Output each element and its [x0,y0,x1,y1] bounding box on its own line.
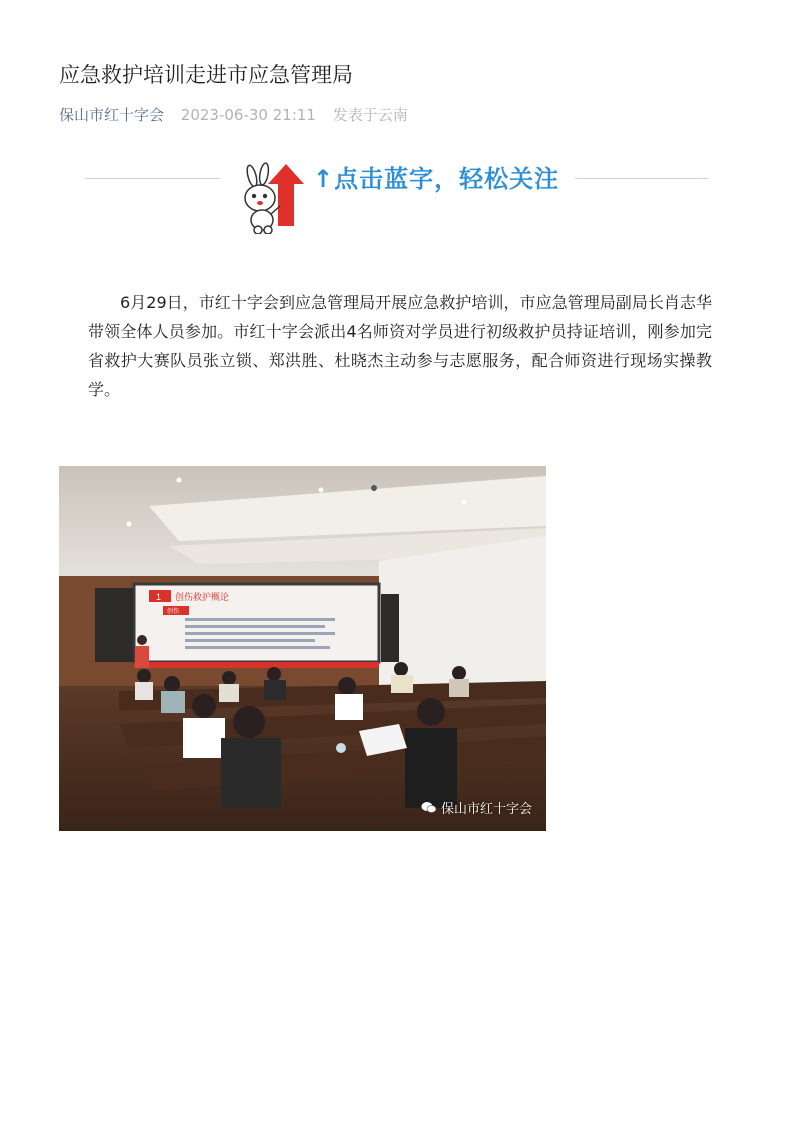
article-meta [59,104,408,126]
follow-prompt-text[interactable]: ↑点击蓝字，轻松关注 [313,165,560,193]
watermark-text: 保山市红十字会 [440,802,532,817]
photo-watermark [421,798,532,817]
wechat-icon [421,801,437,814]
slide-subtitle: 创伤 [167,608,180,615]
slide-title: 创伤救护概论 [175,593,230,603]
publish-location: 发表于云南 [332,106,408,124]
training-photo [59,466,546,831]
publish-date: 2023-06-30 21:11 [180,106,316,124]
rabbit-mascot-icon [238,162,308,234]
slide-number: 1 [156,592,162,602]
article-paragraph: 6月29日，市红十字会到应急管理局开展应急救护培训，市应急管理局副局长肖志华带领全体人员参加。市红十字会派出4名师资对学员进行初级救护员持证培训，刚参加完省救护大赛队员张立锁、郑洪胜、杜晓杰主动参与志愿服务，配合师资进行现场实操教学。 [88,293,712,399]
follow-banner[interactable] [85,150,709,240]
article-title: 应急救护培训走进市应急管理局 [59,63,353,87]
account-name-link[interactable]: 保山市红十字会 [59,106,165,124]
divider-left [85,178,220,179]
divider-right [575,178,709,179]
